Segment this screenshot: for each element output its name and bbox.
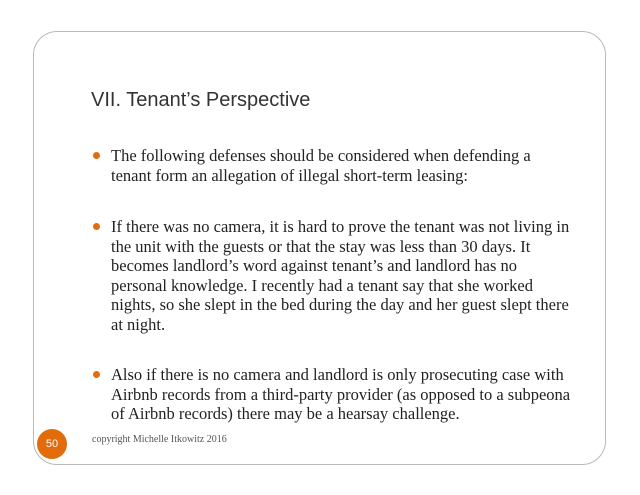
bullet-dot-icon	[93, 223, 100, 230]
bullet-text: If there was no camera, it is hard to prove the tenant was not living in the unit with the guests or that the stay was less than 30 days. It becomes landlord’s word against tenant’s and landlord has no personal knowledge. I recently had a tenant say that she worked nights, so she slept in the bed during the day and her guest slept there at night.	[111, 217, 570, 334]
copyright-notice: copyright Michelle Itkowitz 2016	[92, 434, 227, 445]
bullet-item	[93, 146, 573, 185]
bullet-text: Also if there is no camera and landlord is only prosecuting case with Airbnb records from a third-party provider (as opposed to a subpeona of Airbnb records) there may be a hearsay challenge.	[111, 365, 571, 423]
page-number-badge: 50	[37, 429, 67, 459]
bullet-dot-icon	[93, 371, 100, 378]
bullet-text: The following defenses should be considered when defending a tenant form an allegation of illegal short-term leasing:	[111, 146, 531, 185]
bullet-dot-icon	[93, 152, 100, 159]
bullet-list	[93, 146, 573, 424]
bullet-item	[93, 365, 573, 424]
bullet-item	[93, 217, 573, 334]
slide-title: VII. Tenant’s Perspective	[91, 89, 311, 111]
